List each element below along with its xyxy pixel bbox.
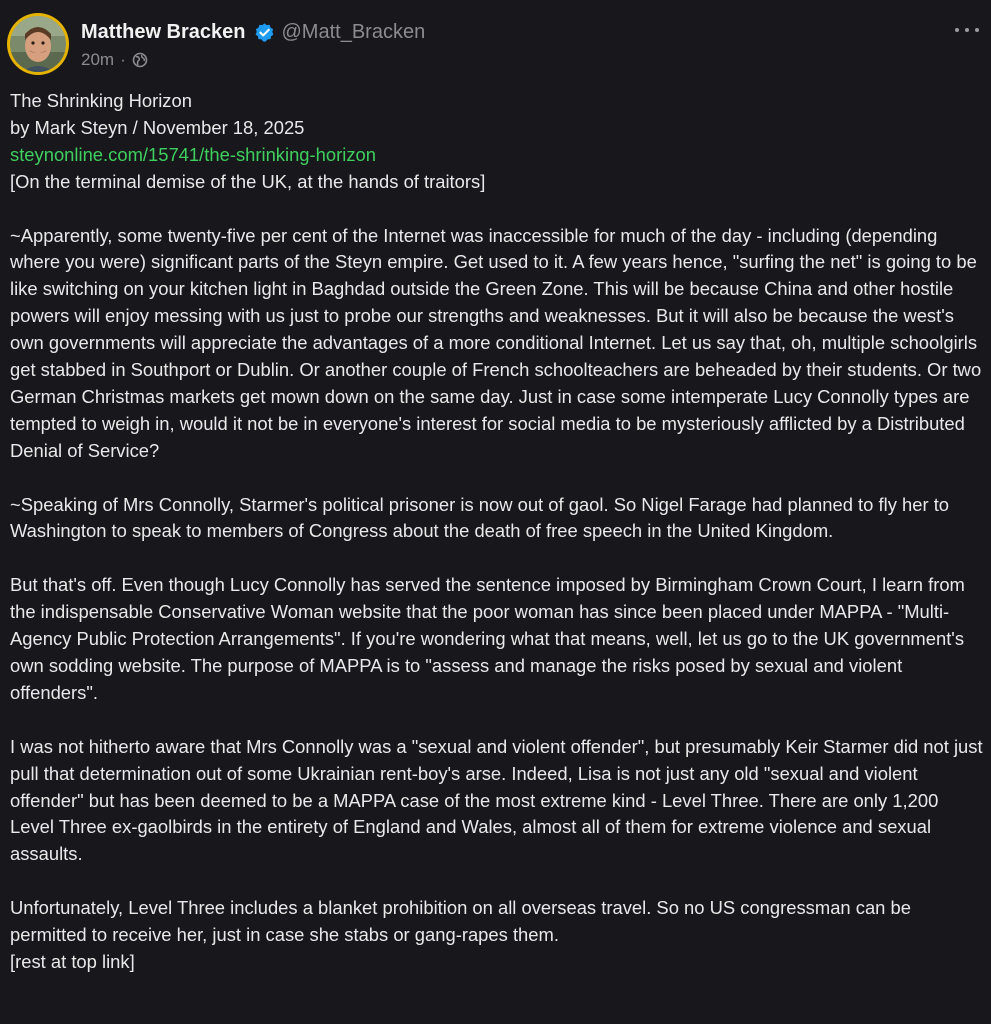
author-display-name[interactable]: Matthew Bracken xyxy=(81,20,246,43)
post-header xyxy=(0,0,991,90)
post-intro: [On the terminal demise of the UK, at the hands of traitors] xyxy=(10,170,486,192)
avatar[interactable] xyxy=(7,13,69,75)
post-paragraph: I was not hitherto aware that Mrs Connolly was a "sexual and violent offender", but presumably Keir Starmer did not just pull that determination out of some Ukrainian rent-boy's arse. Indeed, Lisa is not just any old "sexual and violent offender" but has been deemed to be a MAPPA case of the most extreme kind - Level Three. There are only 1,200 Level Three ex-gaolbirds in the entirety of England and Wales, almost all of them for extreme violence and sexual assaults. xyxy=(10,735,983,865)
globe-icon xyxy=(132,52,148,68)
post-title: The Shrinking Horizon xyxy=(10,90,192,111)
ellipsis-dot xyxy=(955,28,959,32)
paragraph-gap xyxy=(10,465,985,492)
ellipsis-dot xyxy=(965,28,969,32)
avatar-photo xyxy=(10,16,66,72)
post-paragraph: But that's off. Even though Lucy Connolly has served the sentence imposed by Birmingham Crown Court, I learn from the indispensable Conservative Woman website that the poor woman has since been placed under MAPPA - "Multi-Agency Public Protection Arrangements". If you're wondering what that means, well, let us go to the UK government's own sodding website. The purpose of MAPPA is to "assess and manage the risks posed by sexual and violent offenders". xyxy=(10,574,965,703)
post-body xyxy=(10,88,985,976)
post-footer-note: [rest at top link] xyxy=(10,950,135,972)
paragraph-gap xyxy=(10,545,985,572)
post-byline: by Mark Steyn / November 18, 2025 xyxy=(10,116,305,138)
paragraph-gap xyxy=(10,707,985,734)
author-handle[interactable]: @Matt_Bracken xyxy=(281,20,426,43)
post-paragraph: ~Apparently, some twenty-five per cent of the Internet was inaccessible for much of the day - including (depending where you were) significant parts of the Steyn empire. Get used to it. A few years hence, "surfing the net" is going to be like switching on your kitchen light in Baghdad outside the Green Zone. This will be because China and other hostile powers will enjoy messing with us just to probe our strengths and weaknesses. But it will also be because the west's own governments will appreciate the advantages of a more conditional Internet. Let us say that, oh, multiple schoolgirls get stabbed in Southport or Dublin. Or another couple of French schoolteachers are beheaded by their students. Or two German Christmas markets get mown down on the same day. Just in case some intemperate Lucy Connolly types are tempted to weigh in, would it not be in everyone's interest for social media to be mysteriously afflicted by a Distributed Denial of Service? xyxy=(10,224,982,461)
post-timestamp[interactable]: 20m xyxy=(81,50,115,69)
verified-badge-icon xyxy=(254,22,275,43)
meta-separator: · xyxy=(120,50,126,69)
author-line xyxy=(81,19,425,45)
post-link[interactable]: steynonline.com/15741/the-shrinking-horizon xyxy=(10,143,376,165)
ellipsis-dot xyxy=(975,28,979,32)
post-meta xyxy=(81,48,148,72)
paragraph-gap xyxy=(10,196,985,223)
post-paragraph: ~Speaking of Mrs Connolly, Starmer's political prisoner is now out of gaol. So Nigel Farage had planned to fly her to Washington to speak to members of Congress about the death of free speech in the United Kingdom. xyxy=(10,493,950,542)
ellipsis-icon[interactable] xyxy=(955,20,979,40)
post-paragraph: Unfortunately, Level Three includes a blanket prohibition on all overseas travel. So no US congressman can be permitted to receive her, just in case she stabs or gang-rapes them. xyxy=(10,897,911,946)
paragraph-gap xyxy=(10,868,985,895)
